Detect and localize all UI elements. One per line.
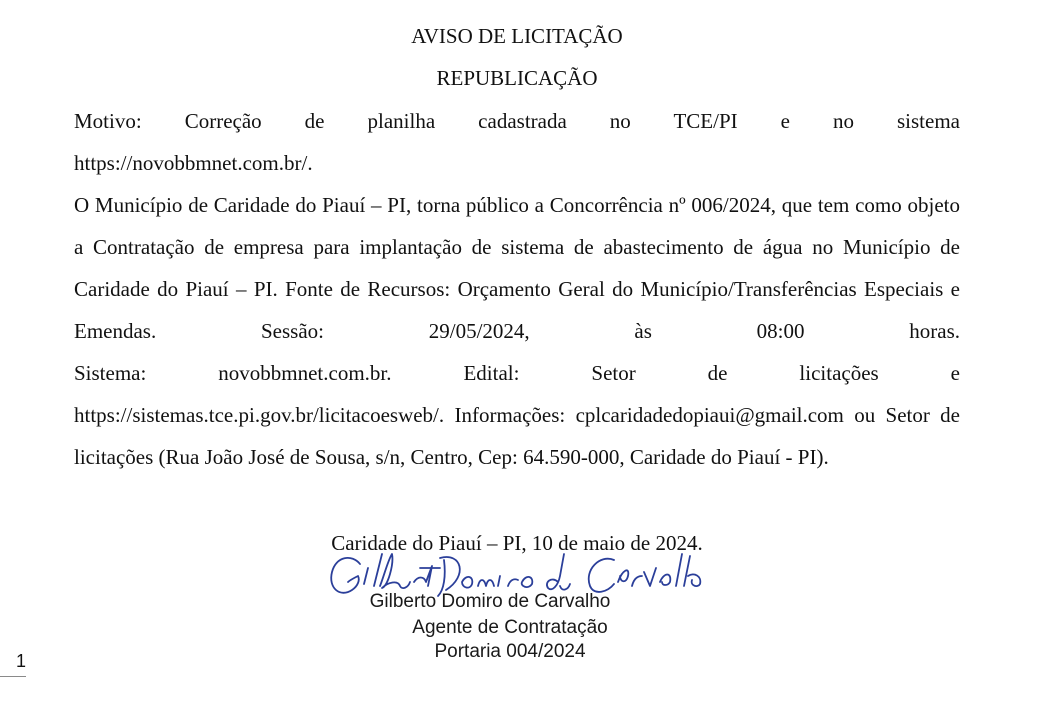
main-paragraph-3: https://sistemas.tce.pi.gov.br/licitacoesweb/. Informações: cplcaridadedopiaui@gmail.com ou Setor de licitações (Rua João José de Sousa, s/n, Centro, Cep: 64.590-000, Caridade do Piauí - PI). xyxy=(74,403,960,469)
main-paragraph-2: Sistema: novobbmnet.com.br. Edital: Setor de licitações e xyxy=(74,361,960,385)
motivo-line-2: https://novobbmnet.com.br/. xyxy=(74,151,313,175)
main-paragraph-1: O Município de Caridade do Piauí – PI, torna público a Concorrência nº 006/2024, que tem como objeto a Contratação de empresa para implantação de sistema de abastecimento de água no Município de Caridade do Piauí – PI. Fonte de Recursos: Orçamento Geral do Município/Transferências Especiais e Emendas. Sessão: 29/05/2024, às 08:00 horas. xyxy=(74,193,960,343)
page-number: 1 xyxy=(0,648,26,677)
notice-body xyxy=(74,100,960,478)
notice-subtitle: REPUBLICAÇÃO xyxy=(436,66,598,90)
signer-portaria-clip xyxy=(330,640,690,657)
signer-portaria: Portaria 004/2024 xyxy=(434,641,586,657)
signer-name: Gilberto Domiro de Carvalho xyxy=(369,591,611,612)
notice-title: AVISO DE LICITAÇÃO xyxy=(411,24,623,48)
motivo-line-1: Motivo: Correção de planilha cadastrada no TCE/PI e no sistema xyxy=(74,109,960,133)
place-and-date: Caridade do Piauí – PI, 10 de maio de 2024. xyxy=(331,531,703,555)
signer-role: Agente de Contratação xyxy=(412,617,608,638)
